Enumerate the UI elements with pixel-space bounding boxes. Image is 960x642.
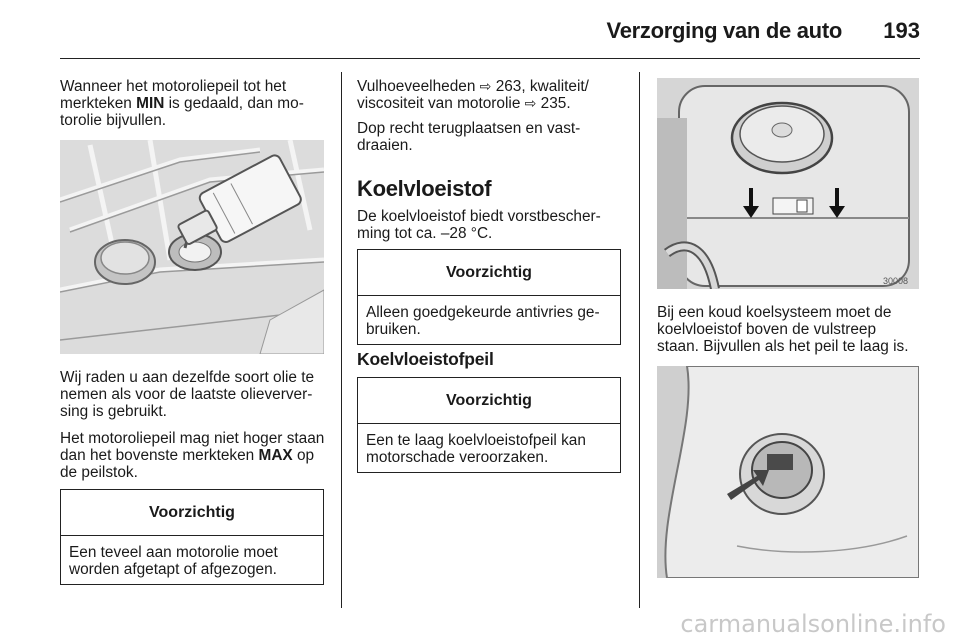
paragraph-oil-type: Wij raden u aan dezelfde soort olie te nemen als voor de laatste olieverver-sing is gebruikt. (60, 369, 315, 420)
warning-title: Voorzichtig (358, 378, 620, 424)
paragraph-cap-replace: Dop recht terugplaatsen en vast-draaien. (357, 120, 581, 154)
warning-body: Een te laag koelvloeistofpeil kan motorschade veroorzaken. (366, 432, 586, 466)
page-title: Verzorging van de auto (606, 18, 842, 43)
column-divider (639, 72, 640, 608)
paragraph-oil-max (60, 430, 326, 481)
warning-title: Voorzichtig (358, 250, 620, 296)
warning-title: Voorzichtig (61, 490, 323, 536)
max-mark: MAX (258, 447, 293, 464)
oil-refill-illustration (60, 140, 324, 354)
page-ref-icon: ⇨ (479, 78, 492, 94)
warning-box-coolant-level (357, 377, 621, 473)
warning-body: Een teveel aan motorolie moet worden afgetapt of afgezogen. (69, 544, 278, 578)
watermark: carmanualsonline.info (680, 610, 946, 638)
warning-body: Alleen goedgekeurde antivries ge-bruiken. (366, 304, 600, 338)
text-run: op de peilstok. (60, 447, 315, 481)
paragraph-oil-min (60, 78, 326, 129)
min-mark: MIN (136, 95, 165, 112)
page-ref-icon: ⇨ (524, 95, 537, 111)
paragraph-cold-system: Bij een koud koelsysteem moet de koelvloeistof boven de vulstreep staan. Bijvullen als het peil te laag is. (657, 304, 909, 355)
heading-coolant-level: Koelvloeistofpeil (357, 349, 494, 369)
coolant-filler-neck-illustration (657, 366, 919, 578)
text-run: , kwaliteit/ viscositeit van motorolie (357, 78, 589, 112)
coolant-reservoir-illustration (657, 78, 919, 289)
page-ref-link[interactable]: 263 (495, 78, 522, 95)
paragraph-coolant-protection: De koelvloeistof biedt vorstbescher-ming tot ca. –28 °C. (357, 208, 601, 242)
text-run: . (566, 95, 571, 112)
warning-box-antifreeze (357, 249, 621, 345)
heading-coolant: Koelvloeistof (357, 176, 492, 201)
paragraph-fill-quantities (357, 78, 623, 112)
column-divider (341, 72, 342, 608)
text-run: Vulhoeveelheden (357, 78, 480, 95)
warning-box-oil (60, 489, 324, 585)
page-header (60, 0, 920, 59)
page-number: 193 (883, 18, 920, 43)
figure-code: 30008 (883, 276, 909, 286)
text-run: is gedaald, dan mo-torolie bijvullen. (60, 95, 304, 129)
page-ref-link[interactable]: 235 (540, 95, 567, 112)
text-run: Het motoroliepeil mag niet hoger staan dan het bovenste merkteken (60, 430, 325, 464)
text-run: Wanneer het motoroliepeil tot het merkteken (60, 78, 287, 112)
